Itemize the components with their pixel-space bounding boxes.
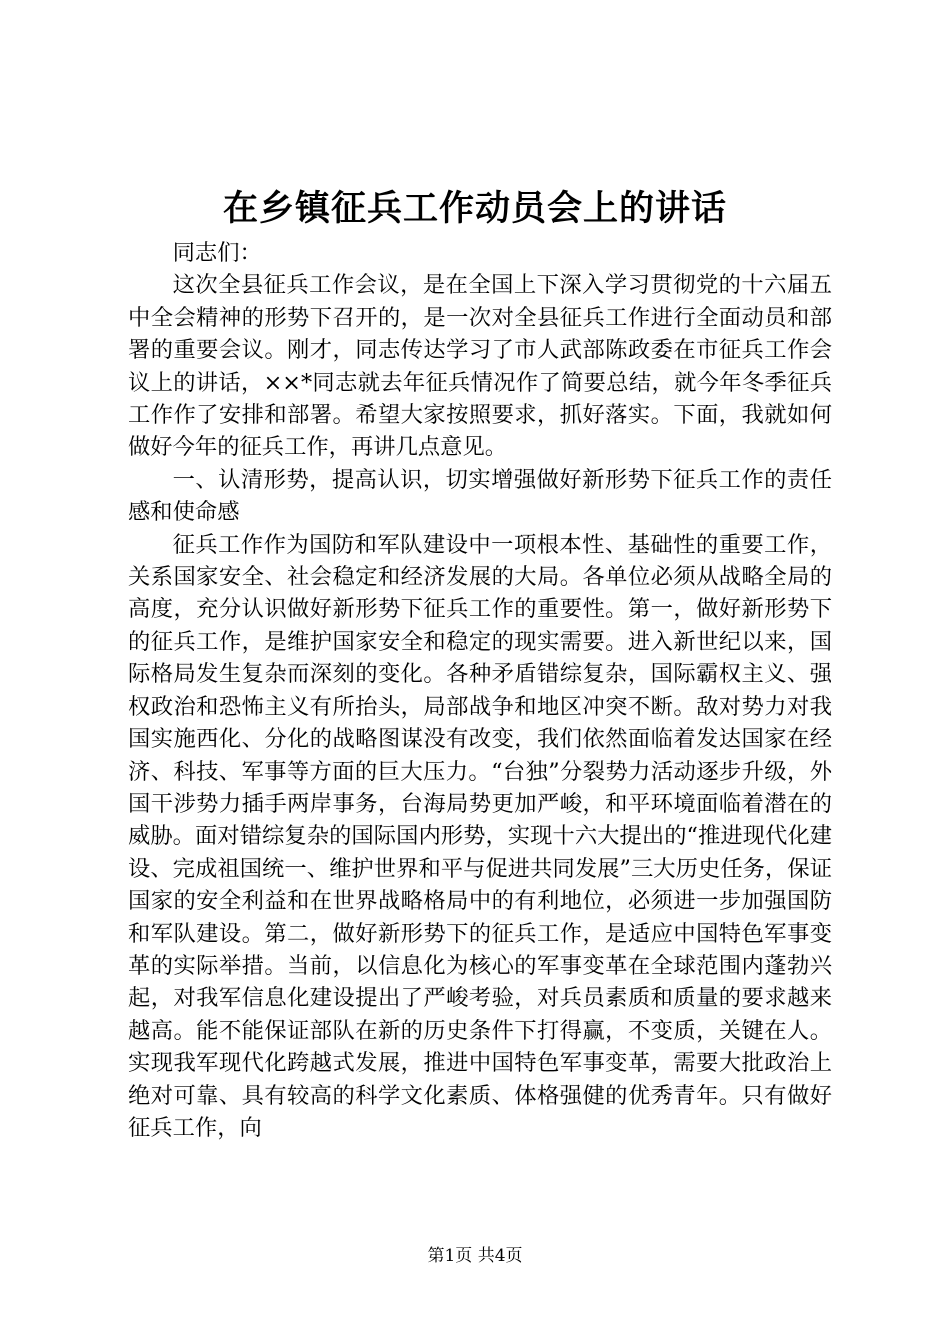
document-title: 在乡镇征兵工作动员会上的讲话 — [222, 188, 727, 229]
intro-paragraph: 这次全县征兵工作会议，是在全国上下深入学习贯彻党的十六届五中全会精神的形势下召开的，是一次对全县征兵工作进行全面动员和部署的重要会议。刚才，同志传达学习了市人武部陈政委在市征兵工作会议上的讲话，××*同志就去年征兵情况作了简要总结，就今年冬季征兵工作作了安排和部署。希望大家按照要求，抓好落实。下面，我就如何做好今年的征兵工作，再讲几点意见。 — [128, 272, 832, 461]
document-body — [128, 237, 832, 1144]
page-number-footer: 第1页 共4页 — [427, 1246, 523, 1266]
section-heading-paragraph: 一、认清形势，提高认识，切实增强做好新形势下征兵工作的责任感和使命感 — [128, 466, 832, 526]
body-paragraph: 征兵工作作为国防和军队建设中一项根本性、基础性的重要工作，关系国家安全、社会稳定和经济发展的大局。各单位必须从战略全局的高度，充分认识做好新形势下征兵工作的重要性。第一，做好新形势下的征兵工作，是维护国家安全和稳定的现实需要。进入新世纪以来，国际格局发生复杂而深刻的变化。各种矛盾错综复杂，国际霸权主义、强权政治和恐怖主义有所抬头，局部战争和地区冲突不断。敌对势力对我国实施西化、分化的战略图谋没有改变，我们依然面临着发达国家在经济、科技、军事等方面的巨大压力。“台独”分裂势力活动逐步升级，外国干涉势力插手两岸事务，台海局势更加严峻，和平环境面临着潜在的威胁。面对错综复杂的国际国内形势，实现十六大提出的“推进现代化建设、完成祖国统一、维护世界和平与促进共同发展”三大历史任务，保证国家的安全利益和在世界战略格局中的有利地位，必须进一步加强国防和军队建设。第二，做好新形势下的征兵工作，是适应中国特色军事变革的实际举措。当前，以信息化为核心的军事变革在全球范围内蓬勃兴起，对我军信息化建设提出了严峻考验，对兵员素质和质量的要求越来越高。能不能保证部队在新的历史条件下打得赢，不变质，关键在人。实现我军现代化跨越式发展，推进中国特色军事变革，需要大批政治上绝对可靠、具有较高的科学文化素质、体格强健的优秀青年。只有做好征兵工作，向 — [128, 531, 832, 1141]
salutation-paragraph: 同志们： — [172, 240, 262, 266]
